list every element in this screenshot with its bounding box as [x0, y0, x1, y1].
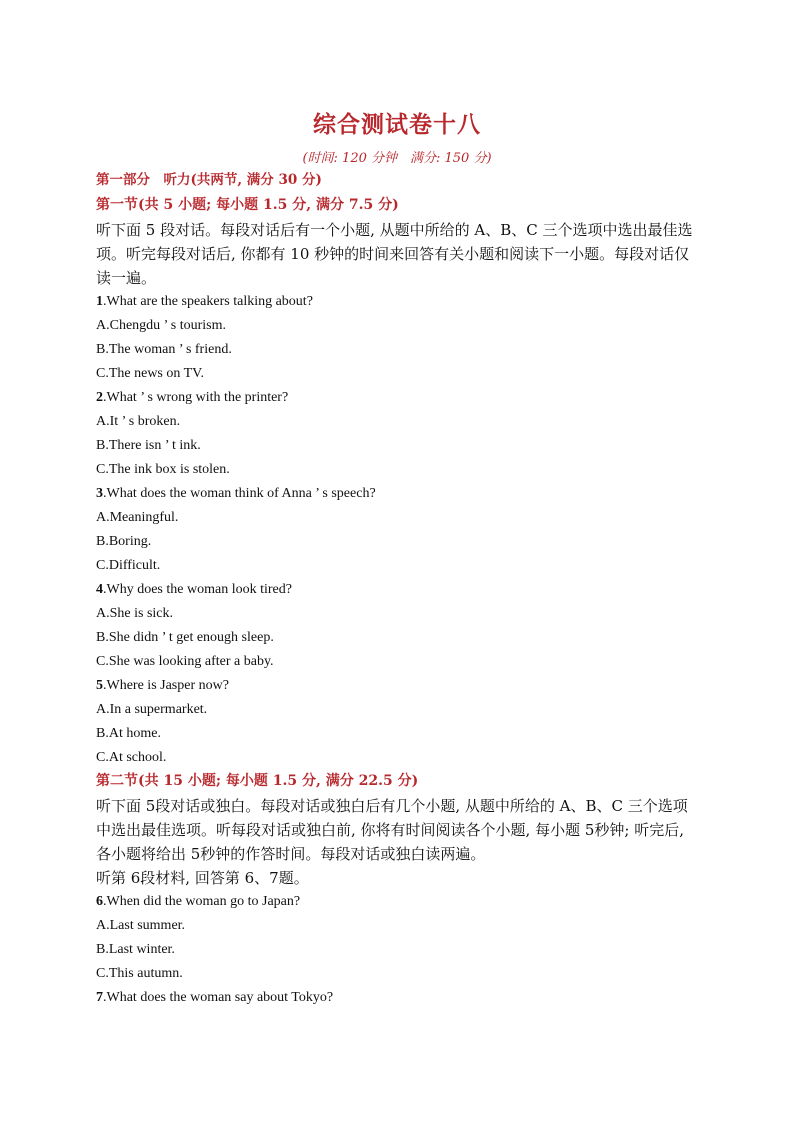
option-b: B.There isn ’ t ink. — [96, 438, 201, 453]
section2-heading: 第二节(共 15 小题; 每小题 1.5 分, 满分 22.5 分) — [96, 773, 419, 789]
question-stem — [96, 482, 696, 506]
question-4 — [96, 578, 696, 674]
option-c: C.Difficult. — [96, 558, 161, 573]
question-number: 7 — [96, 990, 103, 1005]
option-a: A.Last summer. — [96, 918, 186, 933]
option-c: C.This autumn. — [96, 966, 183, 981]
option-b: B.She didn ’ t get enough sleep. — [96, 630, 274, 645]
question-text: .Where is Jasper now? — [103, 678, 229, 693]
option-c: C.The news on TV. — [96, 366, 204, 381]
option-b: B.At home. — [96, 726, 161, 741]
question-text: .What ’ s wrong with the printer? — [103, 390, 289, 405]
question-number: 3 — [96, 486, 103, 501]
option-a: A.It ’ s broken. — [96, 414, 181, 429]
question-stem — [96, 674, 696, 698]
option-a: A.She is sick. — [96, 606, 173, 621]
question-number: 1 — [96, 294, 103, 309]
question-stem — [96, 578, 696, 602]
question-stem — [96, 386, 696, 410]
option-c: C.The ink box is stolen. — [96, 462, 230, 477]
question-number: 6 — [96, 894, 103, 909]
question-7 — [96, 986, 696, 1010]
option-c: C.At school. — [96, 750, 167, 765]
page-title: 综合测试卷十八 — [313, 111, 481, 138]
option-b: B.Last winter. — [96, 942, 175, 957]
option-b: B.Boring. — [96, 534, 152, 549]
option-a: A.Meaningful. — [96, 510, 179, 525]
question-stem — [96, 890, 696, 914]
question-6 — [96, 890, 696, 986]
material-note: 听第 6段材料, 回答第 6、7题。 — [96, 869, 309, 887]
question-number: 2 — [96, 390, 103, 405]
question-text: .What are the speakers talking about? — [103, 294, 313, 309]
option-a: A.Chengdu ’ s tourism. — [96, 318, 227, 333]
question-text: .Why does the woman look tired? — [103, 582, 292, 597]
question-3 — [96, 482, 696, 578]
question-text: .What does the woman say about Tokyo? — [103, 990, 334, 1005]
question-text: .What does the woman think of Anna ’ s speech? — [103, 486, 376, 501]
question-2 — [96, 386, 696, 482]
option-b: B.The woman ’ s friend. — [96, 342, 232, 357]
question-number: 4 — [96, 582, 103, 597]
question-5 — [96, 674, 696, 770]
question-text: .When did the woman go to Japan? — [103, 894, 301, 909]
option-a: A.In a supermarket. — [96, 702, 208, 717]
question-number: 5 — [96, 678, 103, 693]
document-body — [96, 170, 696, 1010]
question-stem — [96, 986, 696, 1010]
section1-heading: 第一节(共 5 小题; 每小题 1.5 分, 满分 7.5 分) — [96, 197, 399, 213]
option-c: C.She was looking after a baby. — [96, 654, 274, 669]
section2-instructions: 听下面 5段对话或独白。每段对话或独白后有几个小题, 从题中所给的 A、B、C 三个选项中选出最佳选项。听每段对话或独白前, 你将有时间阅读各个小题, 每小题 5秒钟; 听完后, 各小题将给出 5秒钟的作答时间。每段对话或独白读两遍。 — [96, 797, 688, 863]
question-1 — [96, 290, 696, 386]
page-subtitle: (时间: 120 分钟 满分: 150 分) — [302, 151, 492, 166]
part1-heading: 第一部分 听力(共两节, 满分 30 分) — [96, 172, 322, 188]
section1-instructions: 听下面 5 段对话。每段对话后有一个小题, 从题中所给的 A、B、C 三个选项中选出最佳选项。听完每段对话后, 你都有 10 秒钟的时间来回答有关小题和阅读下一小题。每段对话仅读一遍。 — [96, 221, 693, 287]
question-stem — [96, 290, 696, 314]
